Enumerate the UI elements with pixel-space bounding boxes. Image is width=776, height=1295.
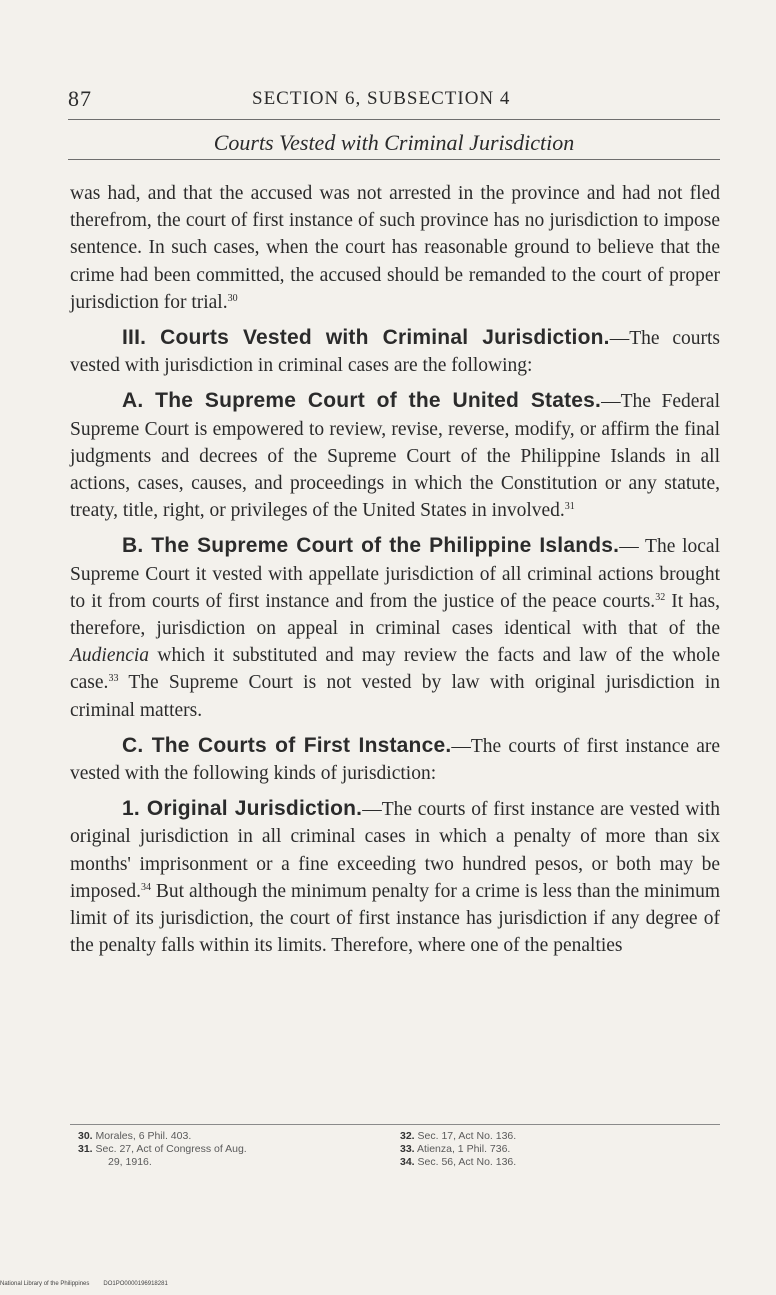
page-number: 87 [68, 86, 92, 111]
footnote: 31. Sec. 27, Act of Congress of Aug. [78, 1143, 247, 1155]
paragraph: C. The Courts of First Instance.—The courts of first instance are vested with the following kinds of jurisdiction: [70, 733, 720, 785]
section-subheading: C. The Courts of First Instance. [122, 733, 452, 757]
footnote-ref: 30 [227, 292, 238, 304]
running-title: Courts Vested with Criminal Jurisdiction [213, 130, 575, 155]
section-subheading: A. The Supreme Court of the United States. [122, 389, 602, 413]
footnote-ref: 34 [140, 881, 151, 893]
footnote: 32. Sec. 17, Act No. 136. [400, 1130, 517, 1142]
footnotes-right-column [400, 1130, 680, 1169]
section-subheading: III. Courts Vested with Criminal Jurisdiction. [122, 326, 610, 350]
section-subheading: 1. Original Jurisdiction. [122, 797, 363, 821]
footnote: 30. Morales, 6 Phil. 403. [78, 1130, 192, 1142]
footnote-ref: 33 [108, 673, 119, 685]
footnote-ref: 32 [655, 591, 666, 603]
scan-credit [0, 1281, 182, 1287]
library-credit: National Library of the Philippines [0, 1281, 90, 1287]
paragraph: A. The Supreme Court of the United States.—The Federal Supreme Court is empowered to review, revise, reverse, modify, or affirm the final judgments and decrees of the Supreme Court of the Philippine Islands in all actions, cases, causes, and proceedings in which the Constitution or any statute, treaty, title, right, or privileges of the United States in involved.$^{31}$ [70, 389, 720, 522]
footnote-rule [70, 1124, 720, 1125]
paragraph: was had, and that the accused was not arrested in the province and had not fled therefrom, the court of first instance of such province has no jurisdiction to impose sentence. In such cases, when the court has reasonable ground to believe that the crime had been committed, the accused should be remanded to the court of proper jurisdiction for trial.$^{30}$ [70, 183, 720, 313]
footnote: 34. Sec. 56, Act No. 136. [400, 1156, 517, 1168]
paragraph: 1. Original Jurisdiction.—The courts of first instance are vested with original jurisdiction in all criminal cases in which a penalty of more than six months' imprisonment or a fine exceeding two hundred pesos, or both may be imposed.$^{34}$ But although the minimum penalty for a crime is less than the minimum limit of its jurisdiction, the court of first instance has jurisdiction if any degree of the penalty falls within its limits. Therefore, where one of the penalties [70, 797, 720, 957]
footnote-ref: 31 [564, 501, 575, 513]
paragraph: B. The Supreme Court of the Philippine Islands.— The local Supreme Court it vested with appellate jurisdiction of all criminal actions brought to it from courts of first instance and from the justice of the peace courts.$^{32}$ It has, therefore, jurisdiction on appeal in criminal cases identical with that of the Audiencia which it substituted and may review the facts and law of the whole case.$^{33}$ The Supreme Court is not vested by law with original jurisdiction in criminal matters. [70, 534, 721, 721]
title-rule [68, 159, 720, 160]
section-subheading: B. The Supreme Court of the Philippine Islands. [122, 534, 620, 558]
section-heading: SECTION 6, SUBSECTION 4 [252, 88, 511, 109]
body-text [70, 180, 720, 959]
footnotes-left-column [78, 1130, 398, 1169]
header-rule [68, 119, 720, 120]
scan-code: DO1PO0000196918281 [103, 1281, 168, 1287]
footnote: 33. Atienza, 1 Phil. 736. [400, 1143, 511, 1155]
paragraph: III. Courts Vested with Criminal Jurisdiction.—The courts vested with jurisdiction in criminal cases are the following: [70, 326, 720, 377]
footnote-continuation: 29, 1916. [108, 1156, 152, 1168]
